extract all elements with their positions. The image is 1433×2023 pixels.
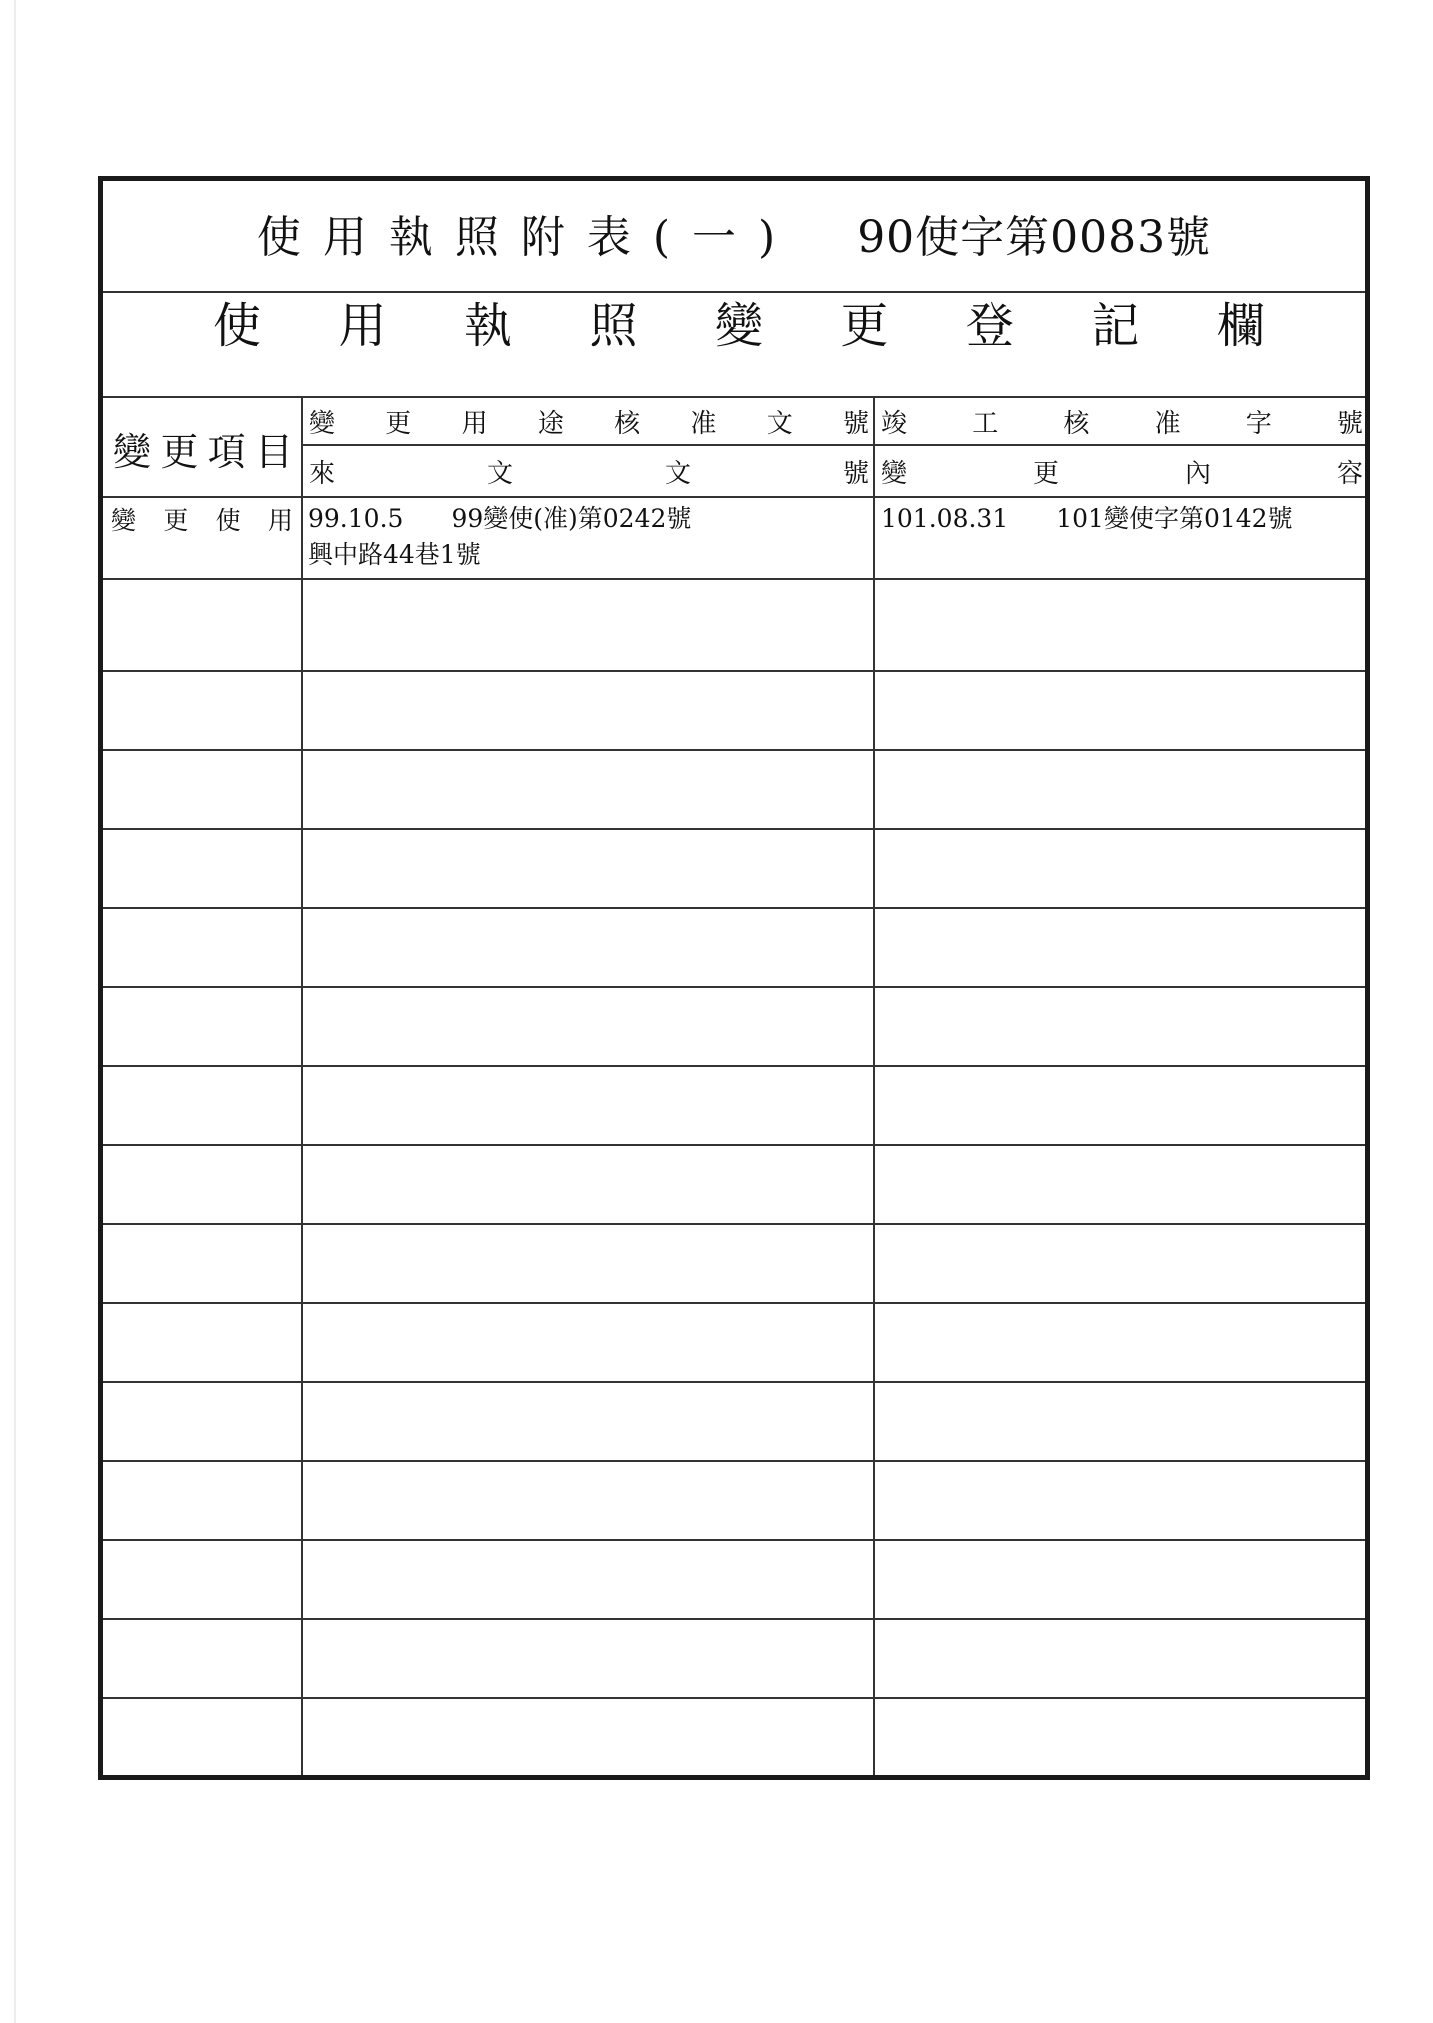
header-char: 竣 [881,408,908,439]
page-title [103,211,1365,265]
change-registration-form [98,176,1370,1780]
row-change-item [107,501,297,537]
header-char: 容 [1336,459,1363,489]
completion-date: 101.08.31 [881,504,1009,533]
approval-number: 99變使(准)第0242號 [451,504,692,533]
subtitle-char: 用 [338,298,387,354]
header-char: 准 [1154,408,1181,439]
header-char: 目 [254,429,293,474]
row-divider [103,670,1365,672]
header-incoming-document-no [305,447,871,496]
completion-number: 101變使字第0142號 [1056,504,1293,533]
header-char: 准 [690,408,717,439]
header-char: 文 [766,408,793,439]
header-char: 變 [309,408,336,439]
subtitle-char: 記 [1091,298,1140,354]
header-char: 用 [461,408,488,439]
section-subtitle [103,276,1365,376]
header-char: 變 [881,459,908,489]
header-change-use-approval-no [305,398,871,444]
title-form-name: 使用執照附表(一) [256,212,798,263]
header-char: 號 [842,408,869,439]
header-change-item [103,398,301,498]
column-divider-2 [873,396,875,1775]
item-char: 使 [215,506,241,535]
header-char: 文 [664,459,691,489]
subtitle-char: 使 [213,298,262,354]
header-completion-approval-no [877,398,1365,444]
header-char: 來 [309,459,336,489]
item-char: 變 [111,506,137,535]
approval-date: 99.10.5 [308,504,404,533]
title-license-number: 90使字第0083號 [857,212,1212,263]
header-char: 工 [972,408,999,439]
source-address: 興中路44巷1號 [308,540,481,569]
row-divider [103,1539,1365,1541]
subtitle-char: 欄 [1216,298,1265,354]
rule-header-mid [301,444,1365,446]
subtitle-char: 照 [589,298,638,354]
header-char: 號 [1336,408,1363,439]
header-char: 項 [207,429,246,474]
row-divider [103,1223,1365,1225]
header-char: 更 [1032,459,1059,489]
row-divider [103,1144,1365,1146]
row-divider [103,578,1365,580]
row-divider [103,828,1365,830]
row-divider [103,1065,1365,1067]
row-divider [103,1302,1365,1304]
row-divider [103,749,1365,751]
header-char: 途 [537,408,564,439]
header-char: 變 [113,429,152,474]
row-divider [103,907,1365,909]
row-divider [103,1618,1365,1620]
row-approval-line [308,501,691,537]
row-divider [103,1460,1365,1462]
header-char: 更 [385,408,412,439]
header-char: 號 [842,459,869,489]
row-divider [103,1697,1365,1699]
row-divider [103,1381,1365,1383]
header-change-content [877,447,1365,496]
header-char: 核 [614,408,641,439]
header-char: 核 [1063,408,1090,439]
column-divider-1 [301,396,303,1775]
header-char: 內 [1184,459,1211,489]
row-divider [103,986,1365,988]
item-char: 更 [163,506,189,535]
row-source-text [308,537,481,573]
subtitle-char: 變 [714,298,763,354]
page-edge [14,0,16,2023]
subtitle-char: 執 [463,298,512,354]
header-char: 更 [160,429,199,474]
subtitle-char: 登 [965,298,1014,354]
row-completion-line [881,501,1293,537]
header-char: 字 [1245,408,1272,439]
subtitle-char: 更 [840,298,889,354]
item-char: 用 [267,506,293,535]
header-char: 文 [486,459,513,489]
